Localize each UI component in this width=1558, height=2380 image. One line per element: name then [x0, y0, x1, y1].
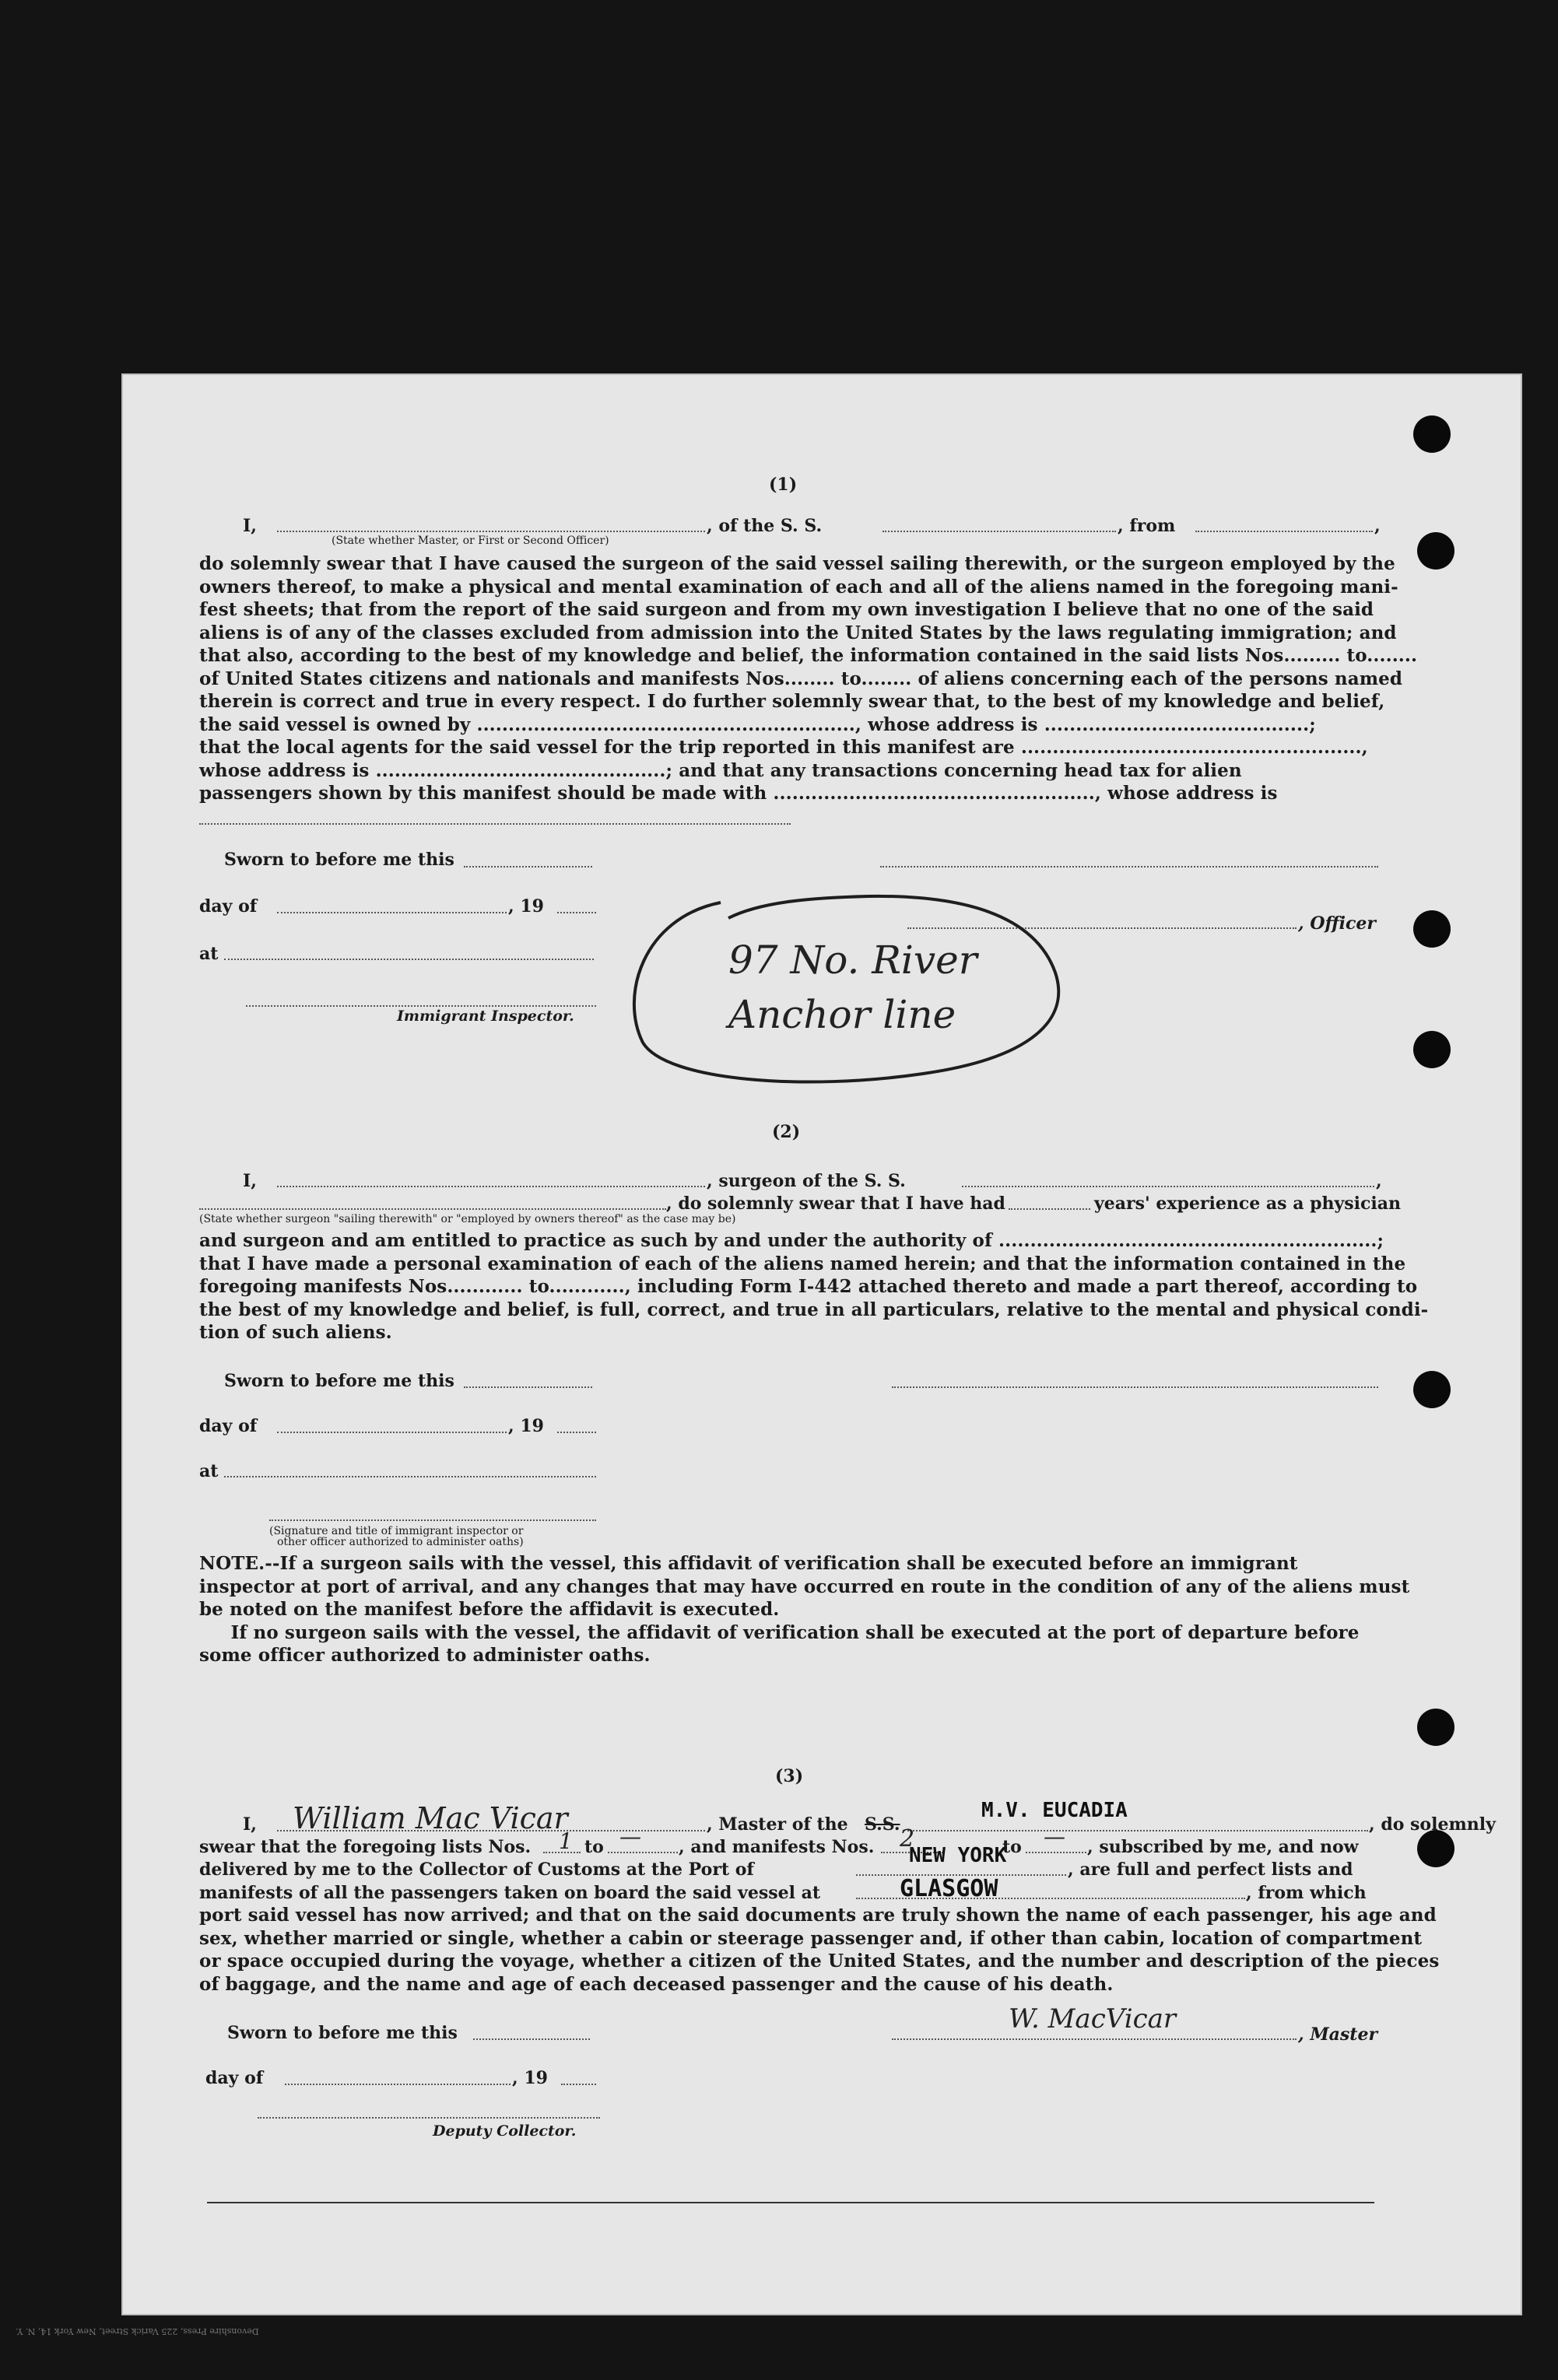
punch-hole [1417, 1709, 1454, 1746]
fill-line [962, 1186, 1374, 1187]
section2-line1-b: , surgeon of the S. S. [707, 1171, 906, 1191]
section3-sworn: Sworn to before me this [227, 2023, 458, 2043]
master-name: William Mac Vicar [293, 1801, 568, 1835]
fill-line [199, 1208, 666, 1210]
section2-note: NOTE.--If a surgeon sails with the vessel, this affidavit of verification shall be executed before an immigrant inspector at port of arrival, and any changes that may have occurred en route in the condition of any of the aliens must be noted on the manifest before the affidavit is executed. If no surgeon sails with the vessel, the affidavit of verification shall be executed at the port of departure before some officer authorized to administer oaths. [199, 1553, 1410, 1666]
section2-line1-c: , [1376, 1171, 1382, 1191]
section2-sig-caption1: (Signature and title of immigrant inspector or [269, 1525, 524, 1537]
fill-line [1195, 531, 1373, 532]
section3-year: , 19 [512, 2068, 548, 2088]
section2-number: (2) [772, 1122, 801, 1142]
punch-hole [1417, 1830, 1454, 1867]
fill-line [246, 1005, 596, 1007]
section3-number: (3) [775, 1766, 804, 1786]
section1-body: do solemnly swear that I have caused the surgeon of the said vessel sailing therewith, or the surgeon employed by the owners thereof, to make a physical and mental examination of each and all of the aliens named in the foregoing mani- fest sheets; that from the report of the said surgeon and from my own investigation I believe that no one of the said aliens is of any of the classes excluded from admission into the United States by the laws regulating immigration; and that also, according to the best of my knowledge and belief, the information contained in the said lists Nos......... to........ of United States citizens and nationals and manifests Nos........ to........ of aliens concerning each of the persons named therein is correct and true in every respect. I do further solemnly swear that, to the best of my knowledge and belief, the said vessel is owned by ............................................................, whose address is ..........................................; that the local agents for the said vessel for the trip reported in this manifest are ......................................................, whose address is ..............................................; and that any transactions concerning head tax for alien passengers shown by this manifest should be made with ..................................................., whose address is [199, 553, 1418, 804]
section3-line1-b: , Master of the [707, 1814, 848, 1835]
section3-line2-a: swear that the foregoing lists Nos. [199, 1837, 532, 1857]
fill-line [277, 912, 507, 913]
section3-line2-d: to [1002, 1837, 1022, 1857]
section1-day: day of [199, 896, 258, 917]
fill-line [907, 1830, 1368, 1831]
manifest-to: — [1044, 1824, 1065, 1849]
section2-under: (State whether surgeon "sailing therewith" or "employed by owners thereof" as the case may be) [199, 1213, 736, 1225]
section1-inspector: Immigrant Inspector. [397, 1008, 574, 1025]
section3-deputy: Deputy Collector. [433, 2122, 577, 2140]
manifest-from: 2 [900, 1825, 915, 1852]
fill-line [464, 1386, 592, 1388]
section3-master: , Master [1298, 2024, 1378, 2045]
section2-day: day of [199, 1416, 258, 1436]
handwritten-circle [612, 887, 1071, 1093]
section2-at: at [199, 1461, 219, 1481]
section3-line4-b: , from which [1246, 1883, 1367, 1903]
section3-line3-b: , are full and perfect lists and [1068, 1859, 1353, 1880]
section3-line4-a: manifests of all the passengers taken on board the said vessel at [199, 1883, 821, 1903]
section1-sworn: Sworn to before me this [224, 850, 454, 870]
port-name: NEW YORK [909, 1844, 1007, 1867]
punch-hole [1413, 1371, 1451, 1408]
section3-body: port said vessel has now arrived; and that on the said documents are truly shown the name of each passenger, his age and sex, whether married or single, whether a cabin or steerage passenger and, if other than cabin, location of compartment or space occupied during the voyage, whether a citizen of the United States, and the number and description of the pieces of baggage, and the name and age of each deceased passenger and the cause of his death. [199, 1905, 1440, 1995]
section2-sig-caption2: other officer authorized to administer oaths) [277, 1536, 524, 1548]
fill-line [464, 866, 592, 868]
section1-at: at [199, 944, 219, 964]
fill-line [224, 1476, 596, 1477]
section2-line2-a: , do solemnly swear that I have had [666, 1194, 1005, 1214]
bottom-rule [207, 2202, 1374, 2203]
fill-line [557, 1432, 596, 1433]
master-signature: W. MacVicar [1009, 2003, 1177, 2035]
punch-hole [1413, 1031, 1451, 1068]
manifest-page [121, 373, 1522, 2315]
handwritten-line: Anchor line [728, 992, 956, 1037]
fill-line [224, 959, 594, 960]
punch-hole [1417, 532, 1454, 570]
section1-line1-d: , [1374, 516, 1381, 536]
section1-officer: , Officer [1298, 913, 1377, 934]
section3-line2-e: , subscribed by me, and now [1087, 1837, 1359, 1857]
fill-line [277, 1432, 507, 1433]
section1-number: (1) [769, 475, 798, 495]
section1-line1-b: , of the S. S. [707, 516, 823, 536]
fill-line [258, 2117, 600, 2119]
fill-line [883, 531, 1116, 532]
section2-sworn: Sworn to before me this [224, 1371, 454, 1391]
fill-line [892, 1386, 1378, 1388]
handwritten-address: 97 No. River [728, 938, 977, 983]
fill-line [892, 2038, 1297, 2040]
fill-line [473, 2038, 590, 2040]
fill-line [880, 866, 1378, 868]
fill-line [277, 531, 705, 532]
fill-line [199, 823, 791, 825]
section3-day: day of [205, 2068, 264, 2088]
fill-line [557, 912, 596, 913]
vessel-name: M.V. EUCADIA [981, 1799, 1128, 1822]
fill-line [561, 2084, 596, 2085]
fill-line [269, 1519, 596, 1521]
section2-line1-a: I, [243, 1171, 257, 1191]
section2-year: , 19 [508, 1416, 544, 1436]
fill-line [285, 2084, 511, 2085]
section1-under: (State whether Master, or First or Second Officer) [332, 535, 609, 547]
section1-line1-c: , from [1118, 516, 1176, 536]
punch-hole [1413, 415, 1451, 453]
section3-line2-b: to [584, 1837, 604, 1857]
punch-hole [1413, 910, 1451, 948]
list-from: 1 [559, 1828, 573, 1854]
section3-line1-a: I, [243, 1814, 257, 1835]
printer-imprint: Devonshire Press, 225 Varick Street, New York 14, N. Y. [16, 2326, 259, 2336]
fill-line [1026, 1852, 1086, 1853]
departure-port: GLASGOW [900, 1875, 998, 1902]
section3-line1-c: , do solemnly [1369, 1814, 1496, 1835]
list-to: — [619, 1824, 641, 1849]
section2-body: and surgeon and am entitled to practice as such by and under the authority of ............................................................; that I have made a personal examination of each of the aliens named herein; and that the information contained in the foregoing manifests Nos............ to............, including Form I-442 attached thereto and made a part thereof, according to the best of my knowledge and belief, is full, correct, and true in all particulars, relative to the mental and physical condi- tion of such aliens. [199, 1230, 1429, 1343]
section2-line2-b: years' experience as a physician [1094, 1194, 1402, 1214]
struck-ss: S.S. [865, 1814, 900, 1835]
section1-year: , 19 [508, 896, 544, 917]
fill-line [277, 1186, 705, 1187]
section3-line3-a: delivered by me to the Collector of Customs at the Port of [199, 1859, 754, 1880]
section1-line1-a: I, [243, 516, 257, 536]
fill-line [1009, 1208, 1090, 1210]
section3-line2-c: , and manifests Nos. [679, 1837, 875, 1857]
fill-line [608, 1852, 678, 1853]
